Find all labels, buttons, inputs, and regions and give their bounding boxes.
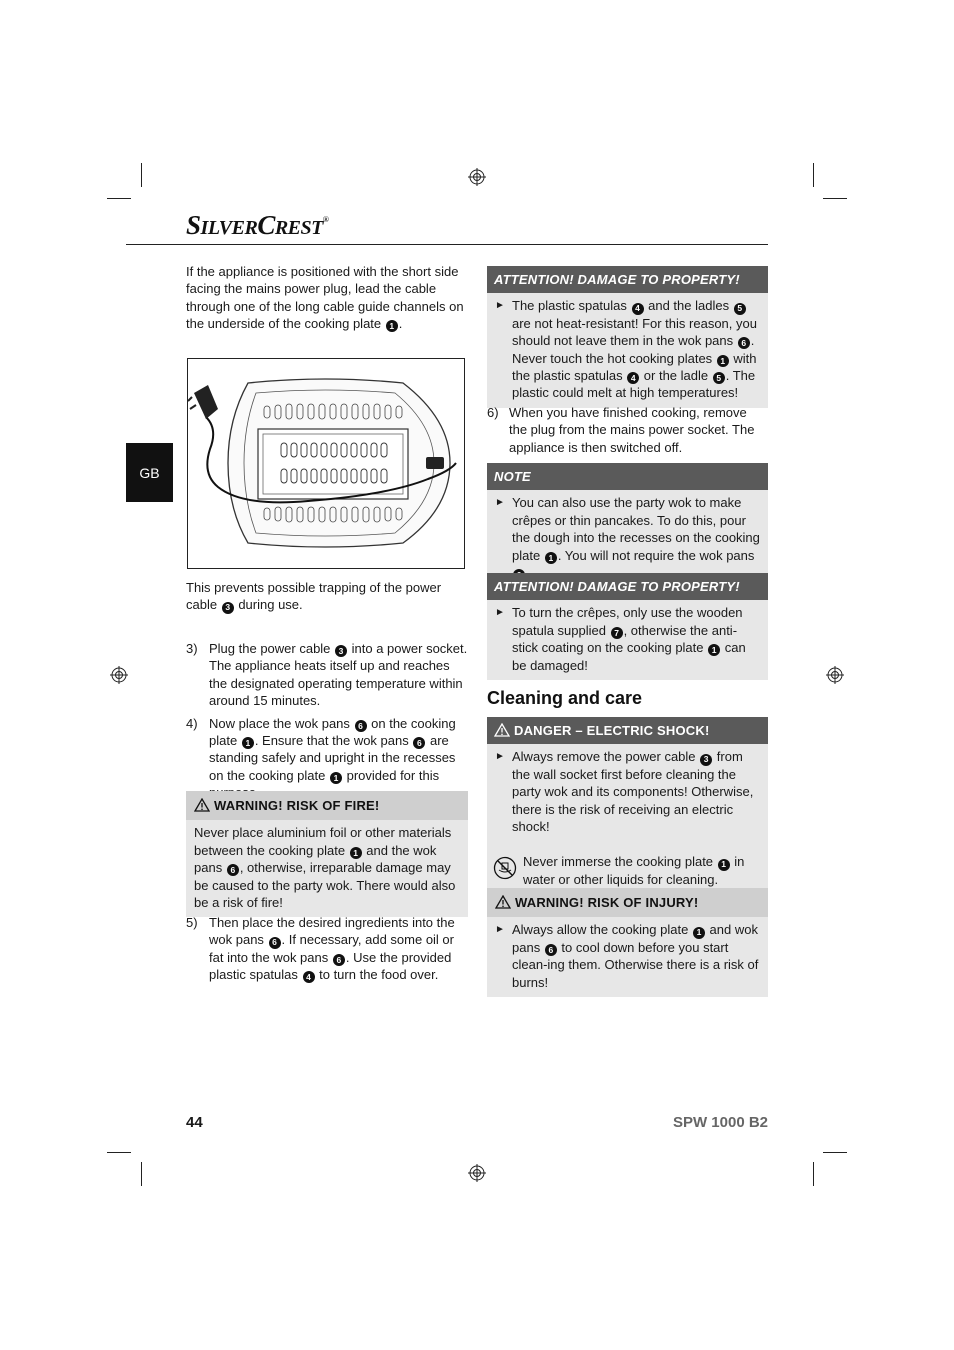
crop-mark — [141, 163, 142, 187]
registration-mark-icon — [468, 168, 486, 186]
left-column-lower — [186, 579, 468, 614]
crop-mark — [823, 1152, 847, 1153]
language-tab: GB — [126, 443, 173, 502]
ref-number: 1 — [545, 552, 557, 564]
intro-paragraph: If the appliance is positioned with the short side facing the mains power plug, lead the cable through one of the long cable guide channels on the underside of the cooking plate 1 . — [186, 264, 464, 332]
ref-number: 1 — [717, 355, 729, 367]
ref-number: 6 — [413, 737, 425, 749]
warning-triangle-icon — [495, 895, 511, 909]
crop-mark — [107, 198, 131, 199]
ref-number: 6 — [355, 720, 367, 732]
attention-box-1 — [487, 266, 768, 408]
ref-number: 5 — [713, 372, 725, 384]
left-column — [186, 263, 468, 333]
ref-number: 6 — [738, 337, 750, 349]
cooking-plate-drawing — [188, 359, 463, 567]
injury-item: ► Always allow the cooking plate 1 and wok pans 6 to cool down before you start clean-ing them. Otherwise there is a risk of burns! — [495, 922, 759, 990]
ref-number: 6 — [333, 954, 345, 966]
attention-header-1: ATTENTION! DAMAGE TO PROPERTY! — [487, 266, 768, 293]
no-immerse-item: Never immerse the cooking plate 1 in water or other liquids for cleaning. — [495, 853, 760, 888]
warning-triangle-icon — [494, 723, 510, 737]
crop-mark — [813, 1162, 814, 1186]
crop-mark — [141, 1162, 142, 1186]
registration-mark-icon — [826, 666, 844, 684]
ref-number: 1 — [242, 737, 254, 749]
page-number: 44 — [186, 1114, 203, 1131]
danger-box — [487, 717, 768, 894]
step-3: 3) Plug the power cable 3 into a power socket. The appliance heats itself up and reaches the designated operating temperature within around 15 minutes. — [186, 641, 468, 709]
ref-number: 1 — [330, 772, 342, 784]
steps-3-4 — [186, 640, 468, 802]
ref-number: 4 — [627, 372, 639, 384]
registration-mark-icon — [110, 666, 128, 684]
brand-logo: SILVERCREST® — [186, 210, 329, 240]
header-rule — [126, 244, 768, 245]
attention-2-item: ► To turn the crêpes, only use the wooden spatula supplied 7 , otherwise the anti-stick coating on the cooking plate 1 can be damaged! — [495, 605, 746, 673]
ref-number: 5 — [734, 303, 746, 315]
ref-number: 4 — [632, 303, 644, 315]
arrow-bullet-icon: ► — [495, 751, 505, 763]
fire-warning-body: Never place aluminium foil or other materials between the cooking plate 1 and the wok pans 6 , otherwise, irreparable damage may be caused to the party wok. There would also be a risk of fire! — [194, 825, 456, 911]
ref-number: 4 — [303, 971, 315, 983]
injury-header: WARNING! RISK OF INJURY! — [487, 888, 768, 917]
model-number: SPW 1000 B2 — [672, 1114, 768, 1131]
no-immerse-icon — [493, 856, 517, 880]
danger-item: ► Always remove the power cable 3 from the wall socket first before cleaning the party wok and its components! Otherwise, there is the risk of receiving an electric shock! — [495, 749, 754, 835]
registration-mark-icon — [468, 1164, 486, 1182]
crop-mark — [107, 1152, 131, 1153]
ref-number: 6 — [227, 864, 239, 876]
ref-number: 3 — [222, 602, 234, 614]
ref-number: 7 — [611, 627, 623, 639]
note-box — [487, 463, 768, 587]
section-title: Cleaning and care — [487, 688, 643, 708]
cooking-plate-illustration — [187, 358, 465, 569]
ref-number: 1 — [693, 927, 705, 939]
ref-number: 6 — [545, 944, 557, 956]
step-5-block — [186, 914, 468, 984]
warning-triangle-icon — [194, 798, 210, 812]
crop-mark — [823, 198, 847, 199]
note-item: ► You can also use the party wok to make crêpes or thin pancakes. To do this, pour the dough into the recesses on the cooking plate 1 . You will not require the wok pans — [495, 494, 760, 581]
fire-warning-box — [186, 791, 468, 917]
step-6-block — [487, 404, 768, 456]
fire-warning-header: WARNING! RISK OF FIRE! — [186, 791, 468, 820]
ref-number: 3 — [700, 754, 712, 766]
arrow-bullet-icon: ► — [495, 924, 505, 936]
arrow-bullet-icon: ► — [495, 497, 505, 509]
step-6: 6) When you have finished cooking, remove the plug from the mains power socket. The appliance is then switched off. — [487, 405, 755, 455]
step-5: 5) Then place the desired ingredients into the wok pans 6 . If necessary, add some oil or fat into the wok pans 6 . Use the provided plastic spatulas 4 to turn the food over. — [186, 915, 455, 983]
attention-1-item: ► The plastic spatulas 4 and the ladles 5 are not heat-resistant! For this reason, you should not leave them in the wok pans 6 . Never touch the hot cooking plates 1 with the plastic spatulas 4 or the ladle 5 . The plastic could melt at high temperatures! — [495, 298, 757, 401]
ref-number: 3 — [335, 645, 347, 657]
illustration-caption: This prevents possible trapping of the power cable 3 during use. — [186, 580, 442, 613]
crop-mark — [813, 163, 814, 187]
arrow-bullet-icon: ► — [495, 300, 505, 312]
injury-box — [487, 888, 768, 997]
ref-number: 6 — [269, 937, 281, 949]
attention-box-2 — [487, 573, 768, 680]
attention-header-2: ATTENTION! DAMAGE TO PROPERTY! — [487, 573, 768, 600]
ref-number: 1 — [718, 859, 730, 871]
arrow-bullet-icon: ► — [495, 607, 505, 619]
note-header: NOTE — [487, 463, 768, 490]
ref-number: 1 — [350, 847, 362, 859]
step-4: 4) Now place the wok pans 6 on the cooking plate 1 . Ensure that the wok pans 6 are standing safely and upright in the recesses on the cooking plate 1 provided for this — [186, 715, 456, 783]
ref-number: 1 — [708, 644, 720, 656]
danger-header: DANGER – ELECTRIC SHOCK! — [487, 717, 768, 744]
ref-number: 1 — [386, 320, 398, 332]
